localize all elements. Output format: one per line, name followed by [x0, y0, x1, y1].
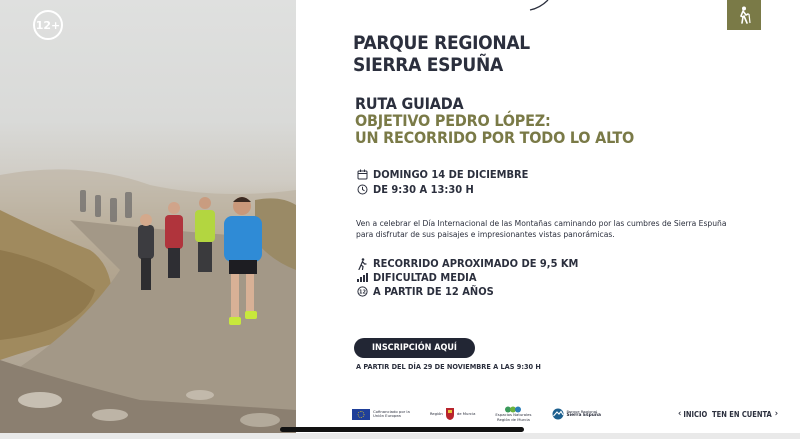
signup-date-note: A PARTIR DEL DÍA 29 DE NOVIEMBRE A LAS 9:30 H: [356, 362, 541, 371]
age-12-plus-badge: [32, 9, 64, 41]
park-logo: [552, 408, 601, 420]
svg-text:12+: 12+: [35, 19, 61, 32]
espacios-logo-line-1: Espacios Naturales: [495, 412, 532, 417]
region-logo-line-1: Región: [429, 410, 443, 416]
time-row: [356, 183, 474, 196]
clock-icon: [356, 184, 368, 196]
espacios-logo-line-2: Región de Murcia: [497, 416, 530, 422]
page-title: [353, 32, 530, 76]
age-row: [356, 285, 494, 298]
hiking-activity-button[interactable]: [727, 0, 761, 30]
sponsor-logos: [352, 406, 621, 422]
nav-home-label: INICIO: [683, 409, 708, 419]
event-description: Ven a celebrar el Día Internacional de las Montañas caminando por las cumbres de Sierra Espuña para disfrutar de sus paisajes e impresionantes vistas panorámicas.: [356, 219, 727, 239]
signup-button[interactable]: INSCRIPCIÓN AQUÍ: [354, 338, 475, 358]
eu-logo: [352, 409, 410, 420]
route-heading: [355, 95, 634, 146]
nav-note-label: TEN EN CUENTA: [712, 409, 772, 419]
route-name-line-2: UN RECORRIDO POR TODO LO ALTO: [355, 128, 635, 147]
age-text: A PARTIR DE 12 AÑOS: [373, 285, 494, 298]
title-line-1: PARQUE REGIONAL: [353, 32, 530, 54]
event-time: DE 9:30 A 13:30 H: [373, 183, 474, 196]
title-line-2: SIERRA ESPUÑA: [353, 54, 503, 76]
eu-logo-line-1: Cofinanciado por la: [373, 408, 410, 414]
event-date: DOMINGO 14 DE DICIEMBRE: [373, 168, 529, 181]
eu-logo-line-2: Unión Europea: [373, 413, 401, 418]
age-icon: [356, 286, 368, 298]
chevron-left-icon: ‹: [678, 409, 682, 419]
svg-text:12: 12: [358, 289, 366, 296]
park-emblem-icon: [552, 408, 564, 420]
walking-icon: [356, 258, 368, 270]
route-name-line-1: OBJETIVO PEDRO LÓPEZ:: [355, 111, 551, 130]
distance-row: [356, 257, 578, 270]
difficulty-bars-icon: [356, 272, 368, 284]
park-logo-line-2: Sierra Espuña: [566, 413, 601, 418]
distance-text: RECORRIDO APROXIMADO DE 9,5 KM: [373, 257, 579, 270]
difficulty-row: [356, 271, 477, 284]
chevron-right-icon: ›: [774, 409, 779, 419]
horizontal-scrollbar[interactable]: [280, 427, 524, 432]
bottom-strip: [0, 433, 800, 439]
calendar-icon: [356, 169, 368, 181]
nav-home-link[interactable]: [678, 409, 707, 419]
hikers-illustration: [0, 0, 296, 433]
espacios-naturales-logo: [495, 406, 531, 422]
nav-note-link[interactable]: [712, 409, 778, 419]
park-logo-line-1: Parque Regional: [566, 408, 598, 414]
difficulty-text: DIFICULTAD MEDIA: [373, 271, 477, 284]
region-shield-icon: [446, 408, 454, 420]
eu-flag-icon: [352, 409, 370, 420]
hiker-icon: [736, 6, 752, 24]
hero-photo: [0, 0, 296, 433]
route-type: RUTA GUIADA: [355, 94, 464, 113]
decorative-stroke: [528, 0, 552, 12]
date-row: [356, 168, 528, 181]
region-murcia-logo: [430, 408, 476, 420]
region-logo-line-2: de Murcia: [456, 410, 476, 416]
